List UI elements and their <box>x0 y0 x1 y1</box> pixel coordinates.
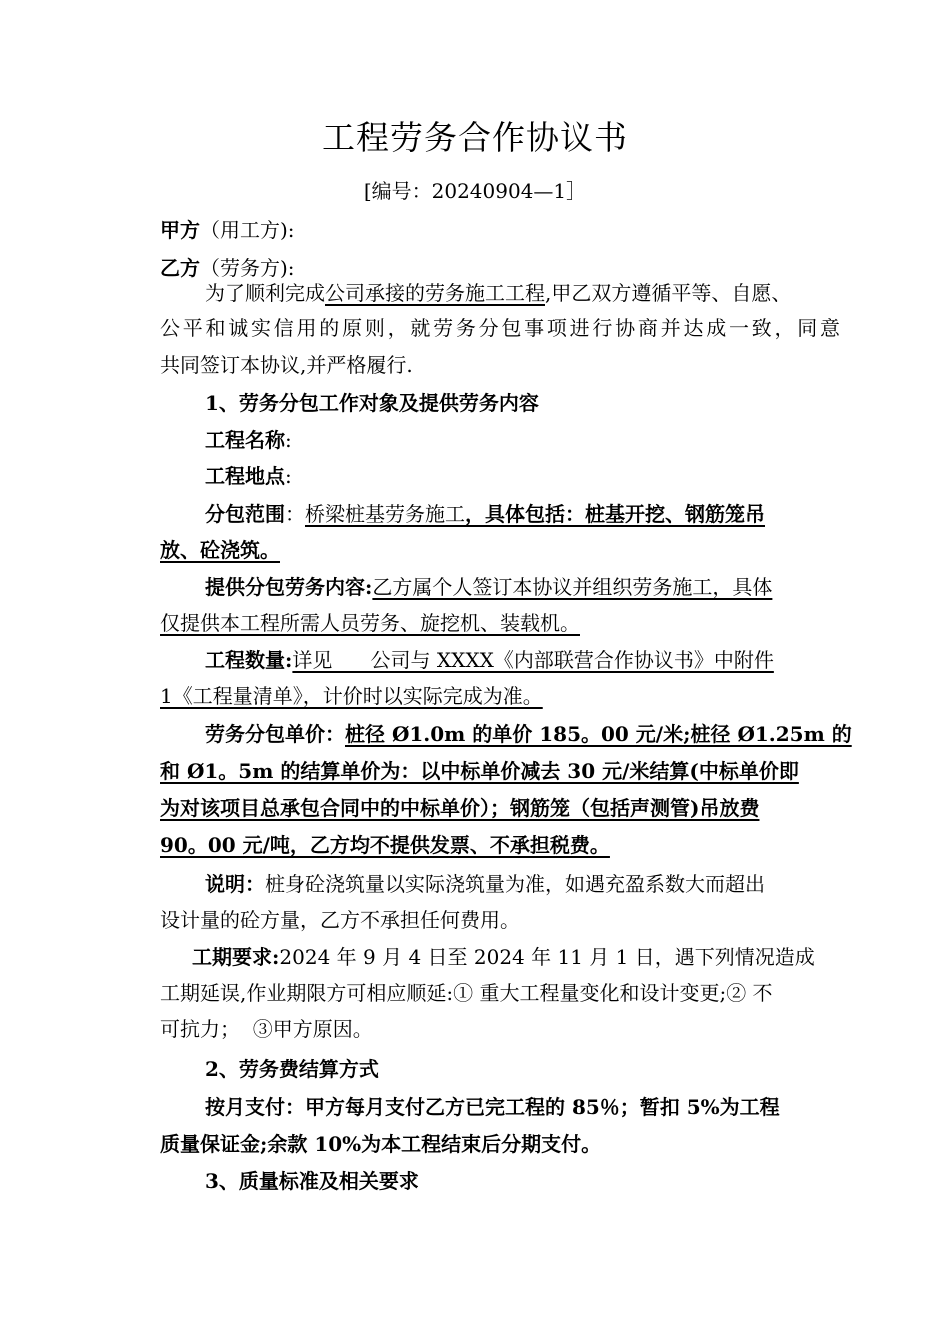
intro-underlined-text: 公司承接的劳务施工工程 <box>325 281 545 305</box>
intro-line-2: 公平和诚实信用的原则，就劳务分包事项进行协商并达成一致，同意 <box>160 316 840 340</box>
scope-line-1 <box>205 499 840 529</box>
scope-value: 桥梁桩基劳务施工 <box>305 502 465 526</box>
intro-line-1 <box>205 278 840 308</box>
content-line-2 <box>160 608 840 638</box>
intro-text: 为了顺利完成 <box>205 281 325 305</box>
note-line-2: 设计量的砼方量，乙方不承担任何费用。 <box>160 908 520 932</box>
party-a-label: 甲方 <box>160 218 200 242</box>
note-label: 说明： <box>205 872 265 896</box>
section2-line-1: 按月支付：甲方每月支付乙方已完工程的 85％；暂扣 5%为工程 <box>205 1095 780 1119</box>
schedule-line-1 <box>192 942 840 972</box>
quantity-value-cont: 1《工程量清单》，计价时以实际完成为准。 <box>160 684 543 708</box>
content-value: 乙方属个人签订本协议并组织劳务施工，具体 <box>372 575 773 599</box>
quantity-label: 工程数量: <box>205 648 293 672</box>
project-site-label: 工程地点 <box>205 464 285 488</box>
quantity-value: 详见 公司与 XXXX《内部联营合作协议书》中附件 <box>292 648 774 672</box>
project-name-line <box>205 425 840 455</box>
section2-line-2: 质量保证金;余款 10%为本工程结束后分期支付。 <box>160 1132 602 1156</box>
section2-heading: 2、劳务费结算方式 <box>205 1057 379 1081</box>
section3-heading: 3、质量标准及相关要求 <box>205 1169 419 1193</box>
schedule-text: 2024 年 9 月 4 日至 2024 年 11 月 1 日，遇下列情况造成 <box>279 945 815 969</box>
document-number: [编号：20240904—1］ <box>363 179 587 203</box>
project-site-line <box>205 461 840 491</box>
schedule-label: 工期要求: <box>192 945 280 969</box>
unit-price-line-3: 为对该项目总承包合同中的中标单价）；钢筋笼（包括声测管)吊放费 <box>160 796 760 820</box>
quantity-line-1 <box>205 645 840 675</box>
intro-line-3: 共同签订本协议,并严格履行. <box>160 353 413 377</box>
party-b-note: （劳务方): <box>200 256 295 280</box>
party-b-label: 乙方 <box>160 256 200 280</box>
section1-heading: 1、劳务分包工作对象及提供劳务内容 <box>205 391 539 415</box>
unit-price-line-1 <box>205 719 852 749</box>
schedule-line-3: 可抗力； ③甲方原因。 <box>160 1017 373 1041</box>
scope-colon: ： <box>285 502 305 526</box>
party-a-line <box>160 215 840 245</box>
unit-price-label: 劳务分包单价： <box>205 722 345 746</box>
note-line-1 <box>205 869 840 899</box>
note-text: 桩身砼浇筑量以实际浇筑量为准，如遇充盈系数大而超出 <box>265 872 765 896</box>
intro-text: ,甲乙双方遵循平等、自愿、 <box>545 281 792 305</box>
content-value-cont: 仅提供本工程所需人员劳务、旋挖机、装载机。 <box>160 611 580 635</box>
unit-price-line-4: 90。00 元/吨，乙方均不提供发票、不承担税费。 <box>160 833 610 857</box>
project-name-label: 工程名称 <box>205 428 285 452</box>
unit-price-line-2: 和 Ø1。5m 的结算单价为：以中标单价减去 30 元/米结算(中标单价即 <box>160 759 799 783</box>
project-name-value: : <box>285 428 292 452</box>
party-a-note: （用工方): <box>200 218 295 242</box>
scope-line-2 <box>160 535 840 565</box>
unit-price-value: 桩径 Ø1.0m 的单价 185。00 元/米;桩径 Ø1.25m 的 <box>345 722 852 746</box>
scope-detail-cont: 放、砼浇筑。 <box>160 538 280 562</box>
content-line-1 <box>205 572 840 602</box>
document-title: 工程劳务合作协议书 <box>322 118 628 157</box>
scope-label: 分包范围 <box>205 502 285 526</box>
schedule-line-2: 工期延误,作业期限方可相应顺延:① 重大工程量变化和设计变更;② 不 <box>160 981 773 1005</box>
scope-detail: ，具体包括：桩基开挖、钢筋笼吊 <box>465 502 765 526</box>
quantity-line-2 <box>160 681 840 711</box>
content-label: 提供分包劳务内容: <box>205 575 373 599</box>
project-site-value: : <box>285 464 292 488</box>
